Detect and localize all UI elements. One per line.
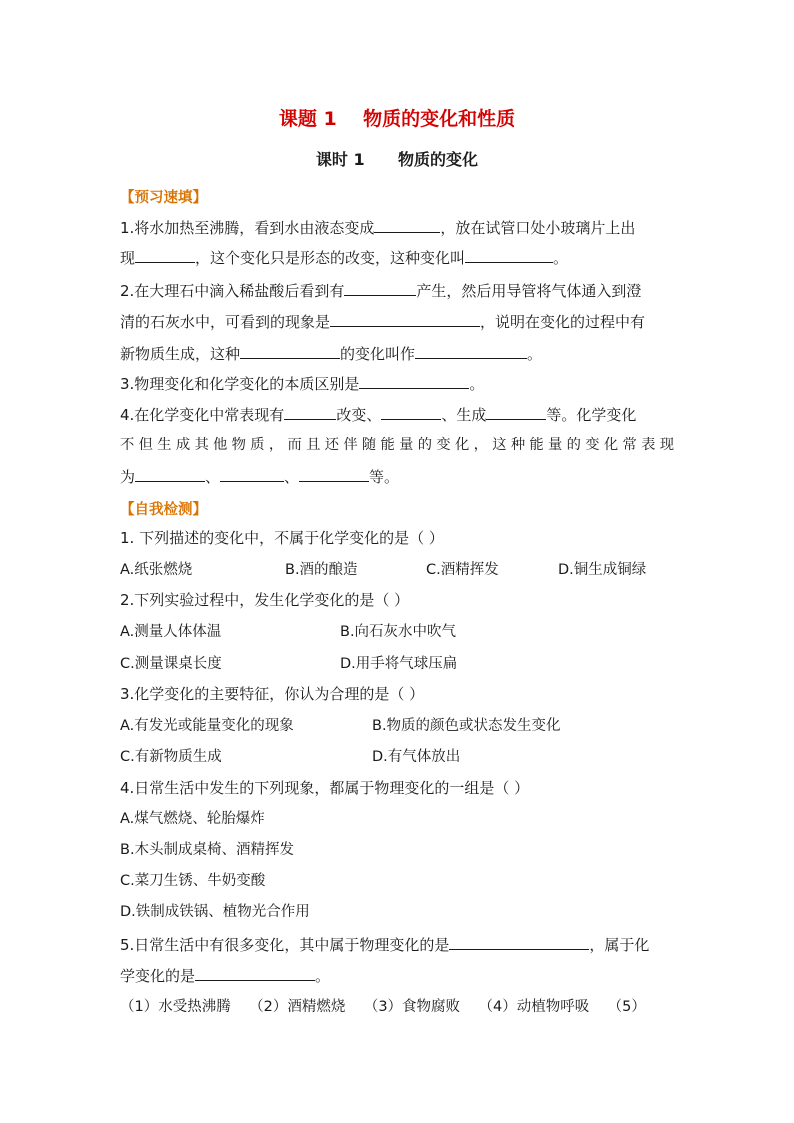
selfcheck-q1-option-c[interactable]: C.酒精挥发 bbox=[426, 562, 499, 578]
preview-q2-line1 bbox=[120, 280, 641, 301]
preview-q4-blank4[interactable] bbox=[135, 466, 205, 482]
selfcheck-q3-option-c[interactable]: C.有新物质生成 bbox=[120, 749, 222, 765]
preview-q4-text-b: 改变、 bbox=[336, 406, 382, 424]
preview-q4-text-i: 等。 bbox=[369, 468, 400, 486]
selfcheck-q2-option-c[interactable]: C.测量课桌长度 bbox=[120, 656, 222, 672]
selfcheck-q5-text-c: 学变化的是 bbox=[120, 967, 196, 985]
preview-q4-text-d: 等。化学变化 bbox=[546, 406, 637, 424]
preview-q2-text-b: 产生，然后用导管将气体通入到澄 bbox=[416, 282, 642, 300]
selfcheck-q3-stem: 3.化学变化的主要特征，你认为合理的是（ ） bbox=[120, 685, 425, 703]
selfcheck-q1-option-d[interactable]: D.铜生成铜绿 bbox=[558, 562, 647, 578]
selfcheck-q2-option-d[interactable]: D.用手将气球压扁 bbox=[340, 656, 458, 672]
selfcheck-q1-option-a[interactable]: A.纸张燃烧 bbox=[120, 562, 193, 578]
preview-q2-blank1[interactable] bbox=[344, 280, 416, 296]
preview-q4-line3 bbox=[120, 466, 399, 487]
preview-q4-blank3[interactable] bbox=[486, 404, 546, 420]
selfcheck-q4-option-d[interactable]: D.铁制成铁锅、植物光合作用 bbox=[120, 904, 310, 920]
preview-q2-line2 bbox=[120, 311, 645, 332]
selfcheck-q4-option-a[interactable]: A.煤气燃烧、轮胎爆炸 bbox=[120, 811, 265, 827]
preview-q2-blank2[interactable] bbox=[330, 311, 480, 327]
preview-q2-text-a: 2.在大理石中滴入稀盐酸后看到有 bbox=[120, 282, 345, 300]
preview-q4-text-g: 、 bbox=[205, 468, 221, 486]
preview-q1-text-d: ，这个变化只是形态的改变，这种变化叫 bbox=[195, 249, 466, 267]
selfcheck-q5-line2 bbox=[120, 965, 330, 986]
selfcheck-q4-stem: 4.日常生活中发生的下列现象，都属于物理变化的一组是（ ） bbox=[120, 779, 530, 797]
preview-q1-blank2[interactable] bbox=[135, 247, 195, 263]
preview-q3-text-a: 3.物理变化和化学变化的本质区别是 bbox=[120, 375, 360, 393]
section-preview-heading: 【预习速填】 bbox=[120, 190, 207, 206]
preview-q2-blank3[interactable] bbox=[240, 343, 340, 359]
preview-q1-line2 bbox=[120, 247, 568, 268]
preview-q3-text-b: 。 bbox=[469, 375, 485, 393]
selfcheck-q5-blank1[interactable] bbox=[449, 934, 589, 950]
preview-q3-line1 bbox=[120, 373, 484, 394]
selfcheck-q5-blank2[interactable] bbox=[195, 965, 315, 981]
preview-q4-blank6[interactable] bbox=[299, 466, 369, 482]
selfcheck-q3-option-d[interactable]: D.有气体放出 bbox=[372, 749, 461, 765]
preview-q4-blank1[interactable] bbox=[284, 404, 336, 420]
preview-q4-line2: 不但生成其他物质，而且还伴随能量的变化，这种能量的变化常表现 bbox=[120, 437, 674, 453]
selfcheck-q5-text-a: 5.日常生活中有很多变化，其中属于物理变化的是 bbox=[120, 936, 450, 954]
preview-q4-text-h: 、 bbox=[284, 468, 300, 486]
selfcheck-q2-option-a[interactable]: A.测量人体体温 bbox=[120, 624, 222, 640]
preview-q1-line1 bbox=[120, 217, 635, 238]
selfcheck-q5-items: （1）水受热沸腾 （2）酒精燃烧 （3）食物腐败 （4）动植物呼吸 （5） bbox=[120, 999, 646, 1015]
selfcheck-q5-line1 bbox=[120, 934, 649, 955]
selfcheck-q3-option-a[interactable]: A.有发光或能量变化的现象 bbox=[120, 718, 294, 734]
section-selfcheck-heading: 【自我检测】 bbox=[120, 502, 207, 518]
selfcheck-q1-option-b[interactable]: B.酒的酿造 bbox=[285, 562, 358, 578]
selfcheck-q4-option-b[interactable]: B.木头制成桌椅、酒精挥发 bbox=[120, 842, 295, 858]
preview-q1-text-b: ，放在试管口处小玻璃片上出 bbox=[440, 219, 636, 237]
preview-q4-text-c: 、生成 bbox=[441, 406, 487, 424]
preview-q2-text-d: ，说明在变化的过程中有 bbox=[480, 313, 646, 331]
preview-q4-blank5[interactable] bbox=[220, 466, 284, 482]
preview-q3-blank1[interactable] bbox=[359, 373, 469, 389]
preview-q4-line1 bbox=[120, 404, 636, 425]
selfcheck-q1-stem: 1. 下列描述的变化中，不属于化学变化的是（ ） bbox=[120, 529, 444, 547]
selfcheck-q2-stem: 2.下列实验过程中，发生化学变化的是（ ） bbox=[120, 591, 410, 609]
selfcheck-q3-option-b[interactable]: B.物质的颜色或状态发生变化 bbox=[372, 718, 561, 734]
page-subtitle: 课时 1 物质的变化 bbox=[315, 150, 479, 169]
preview-q1-text-c: 现 bbox=[120, 249, 136, 267]
preview-q1-text-a: 1.将水加热至沸腾，看到水由液态变成 bbox=[120, 219, 375, 237]
preview-q2-text-f: 的变化叫作 bbox=[340, 345, 416, 363]
preview-q2-text-g: 。 bbox=[527, 345, 543, 363]
selfcheck-q4-option-c[interactable]: C.菜刀生锈、牛奶变酸 bbox=[120, 873, 266, 889]
preview-q1-text-e: 。 bbox=[553, 249, 569, 267]
preview-q2-line3 bbox=[120, 343, 542, 364]
page-title: 课题 1 物质的变化和性质 bbox=[278, 108, 516, 130]
preview-q2-text-c: 清的石灰水中，可看到的现象是 bbox=[120, 313, 331, 331]
preview-q1-blank1[interactable] bbox=[374, 217, 440, 233]
preview-q4-text-f: 为 bbox=[120, 468, 136, 486]
selfcheck-q5-text-d: 。 bbox=[315, 967, 331, 985]
preview-q4-blank2[interactable] bbox=[381, 404, 441, 420]
preview-q2-text-e: 新物质生成，这种 bbox=[120, 345, 241, 363]
preview-q4-text-a: 4.在化学变化中常表现有 bbox=[120, 406, 285, 424]
selfcheck-q5-text-b: ，属于化 bbox=[589, 936, 650, 954]
preview-q2-blank4[interactable] bbox=[415, 343, 527, 359]
preview-q1-blank3[interactable] bbox=[465, 247, 553, 263]
selfcheck-q2-option-b[interactable]: B.向石灰水中吹气 bbox=[340, 624, 457, 640]
